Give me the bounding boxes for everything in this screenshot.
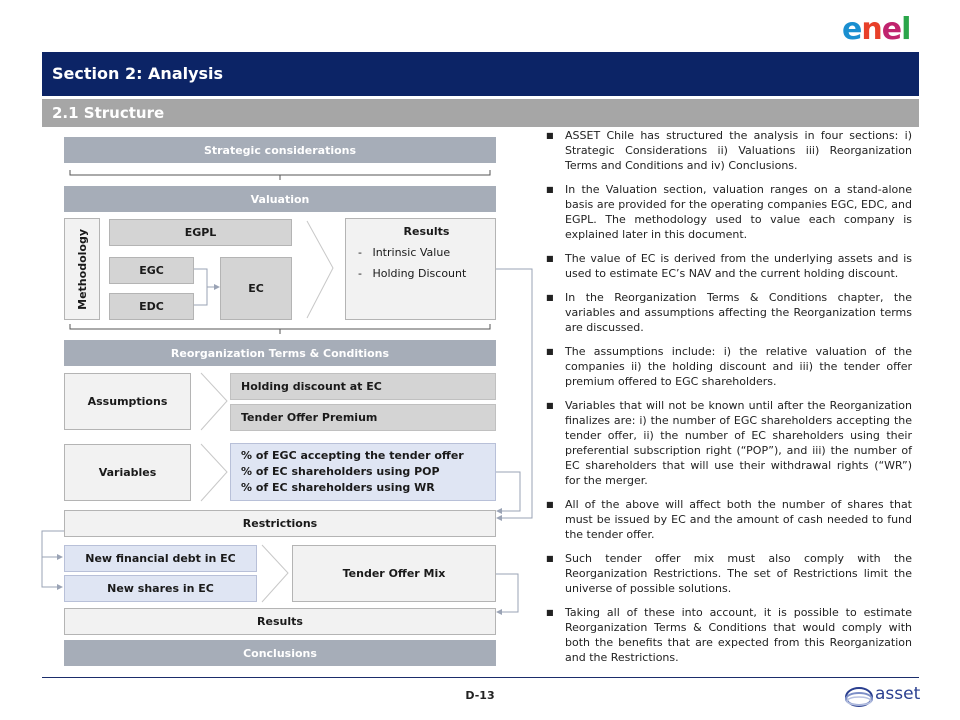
section-title: Section 2: Analysis	[42, 52, 919, 96]
methodology-box	[64, 218, 100, 320]
egc-box: EGC	[109, 257, 194, 284]
bullet-item: ■ All of the above will affect both the number of shares that must be issued by EC and the amount of cash needed to fund the tender offer.	[546, 498, 912, 541]
bullet-item: ■ Such tender offer mix must also comply with the Reorganization Restrictions. The set of Restrictions limit the universe of possible solutions.	[546, 552, 912, 595]
holding-discount-box: Holding discount at EC	[230, 373, 496, 400]
variable-item: % of EGC accepting the tender offer	[241, 449, 464, 462]
footer-divider	[42, 677, 919, 678]
bullet-item: ■ Variables that will not be known until after the Reorganization finalizes are: i) the number of EGC shareholders accepting the tender offer, ii) the number of EC shareholders using their preferential subscription right (“POP”), and iii) the number of EC shareholders that will use their withdrawal rights (“WR”) for the merger.	[546, 399, 912, 487]
bullet-item: ■ The value of EC is derived from the underlying assets and is used to estimate EC’s NAV and the current holding discount.	[546, 252, 912, 280]
edc-box: EDC	[109, 293, 194, 320]
results-item: - Holding Discount	[358, 267, 467, 280]
conclusions-header: Conclusions	[64, 640, 496, 666]
strategic-considerations-header: Strategic considerations	[64, 137, 496, 163]
bullet-item: ■ In the Valuation section, valuation ranges on a stand-alone basis are provided for the operating companies EGC, EDC, and EGPL. The methodology used to value each company is explained later in this document.	[546, 183, 912, 241]
variable-item: % of EC shareholders using WR	[241, 481, 435, 494]
page-number: D-13	[465, 689, 495, 702]
variables-box: Variables	[64, 444, 191, 501]
results-box	[345, 218, 496, 320]
bullet-item: ■ Taking all of these into account, it is possible to estimate Reorganization Terms & Conditions that would comply with both the benefits that are expected from this Reorganization and the Restrictions.	[546, 606, 912, 664]
results-title: Results	[403, 225, 450, 238]
variables-list-box	[230, 443, 496, 501]
tender-offer-premium-box: Tender Offer Premium	[230, 404, 496, 431]
new-shares-box: New shares in EC	[64, 575, 257, 602]
restrictions-box: Restrictions	[64, 510, 496, 537]
assumptions-box: Assumptions	[64, 373, 191, 430]
results-bottom-box: Results	[64, 608, 496, 635]
bullet-list	[542, 128, 912, 674]
asset-logo	[843, 682, 923, 712]
variable-item: % of EC shareholders using POP	[241, 465, 440, 478]
reorganization-header: Reorganization Terms & Conditions	[64, 340, 496, 366]
asset-logo-text: asset	[875, 684, 921, 704]
bullet-item: ■ The assumptions include: i) the relative valuation of the companies ii) the holding discount and iii) the tender offer premium offered to EGC shareholders.	[546, 345, 912, 388]
valuation-header: Valuation	[64, 186, 496, 212]
enel-logo: enel	[842, 12, 911, 47]
results-item: - Intrinsic Value	[358, 246, 451, 259]
egpl-box: EGPL	[109, 219, 292, 246]
bullet-item: ■ In the Reorganization Terms & Conditions chapter, the variables and assumptions affecting the Reorganization terms are discussed.	[546, 291, 912, 334]
new-financial-debt-box: New financial debt in EC	[64, 545, 257, 572]
tender-offer-mix-box: Tender Offer Mix	[292, 545, 496, 602]
ec-box: EC	[220, 257, 292, 320]
methodology-label: Methodology	[75, 228, 89, 310]
subsection-title: 2.1 Structure	[42, 99, 919, 127]
bullet-item: ■ ASSET Chile has structured the analysis in four sections: i) Strategic Considerations ii) Valuations iii) Reorganization Terms and Conditions and iv) Conclusions.	[546, 129, 912, 172]
